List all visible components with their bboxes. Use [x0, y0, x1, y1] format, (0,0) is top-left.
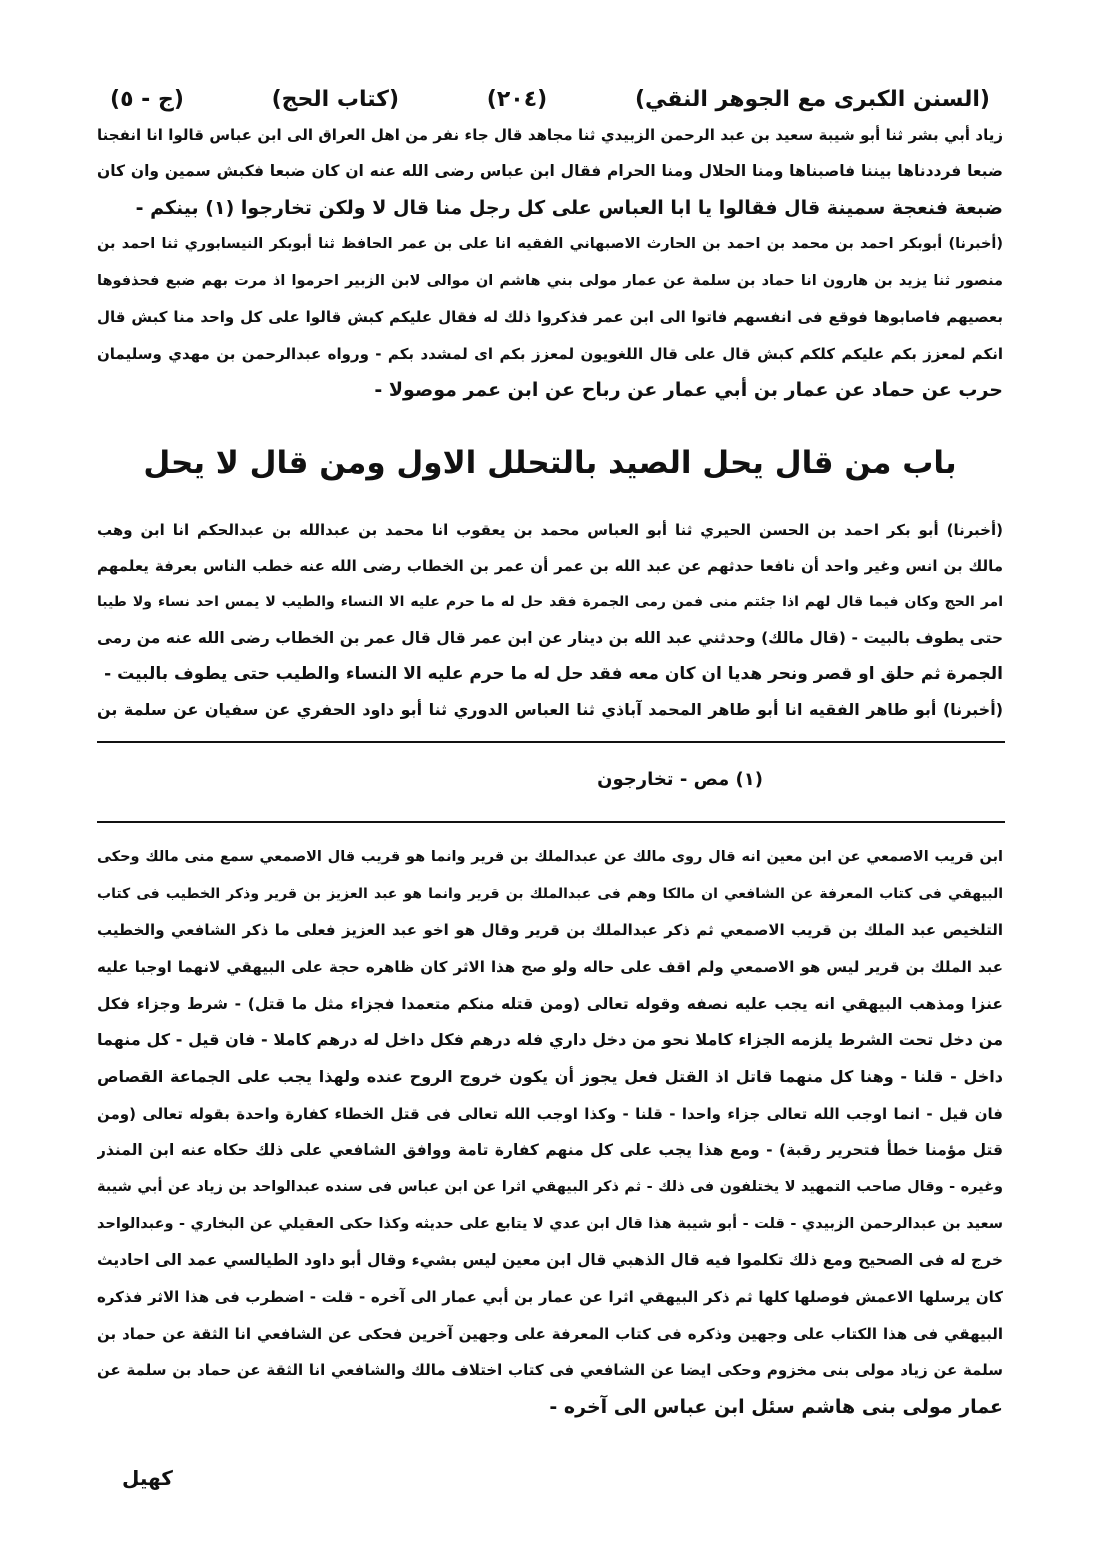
volume-number: (ج - ٥) — [110, 86, 184, 112]
footnote: (١) مص - تخارجون — [597, 769, 763, 790]
text-line: (أخبرنا) أبو بكر احمد بن الحسن الحيري ثنا أبو العباس محمد بن يعقوب انا محمد بن عبدالله بن عبدالحكم انا ابن وهب — [97, 521, 1003, 539]
commentary-line: داخل - قلنا - وهنا كل منهما قاتل اذ القتل فعل يجوز أن يكون خروج الروح عنده ولهذا يجب على الجماعة القصاص — [97, 1067, 1003, 1086]
footnote-divider — [97, 741, 1005, 743]
text-line: منصور ثنا يزيد بن هارون انا حماد بن سلمة عن عمار مولى بني هاشم ان موالى لابن الزبير احرموا اذ مرت بهم ضبع فحذفوها — [97, 273, 1003, 289]
commentary-line: قتل مؤمنا خطأ فتحرير رقبة) - ومع هذا يجب على كل منهم كفارة تامة ووافق الشافعي على ذلك حكاه عنه ابن المنذر — [97, 1141, 1003, 1159]
commentary-line: سعيد بن عبدالرحمن الزبيدي - قلت - أبو شيبة هذا قال ابن عدي لا يتابع على حديثه وكذا حكى العقيلي عن البخاري - وعبدالواحد — [97, 1216, 1003, 1232]
commentary-divider — [97, 821, 1005, 823]
text-line: مالك بن انس وغير واحد أن نافعا حدثهم عن عبد الله بن عمر أن عمر بن الخطاب رضى الله عنه خطب الناس بعرفة يعلمهم — [97, 557, 1003, 575]
text-line: (أخبرنا) أبو طاهر الفقيه انا أبو طاهر المحمد آباذي ثنا العباس الدوري ثنا أبو داود الحفري عن سفيان عن سلمة بن — [97, 700, 1003, 719]
text-line: ضبعا فرددناها بيننا فاصبناها ومنا الحلال ومنا الحرام فقال ابن عباس رضى الله عنه ان كان ضبعا فكبش سمين وان كان — [97, 162, 1003, 180]
commentary-line: عنزا ومذهب البيهقي انه يجب عليه نصفه وقوله تعالى (ومن قتله منكم متعمدا فجزاء مثل ما قتل) - شرط وجزاء فكل — [97, 995, 1003, 1013]
book-title: (السنن الكبرى مع الجوهر النقي) — [634, 86, 990, 112]
page-number: (٢٠٤) — [486, 86, 548, 112]
text-line: (أخبرنا) أبوبكر احمد بن محمد بن احمد بن الحارث الاصبهاني الفقيه انا على بن عمر الحافظ ثنا أبوبكر النيسابوري ثنا احمد بن — [97, 236, 1003, 252]
text-line: امر الحج وكان فيما قال لهم اذا جئتم منى فمن رمى الجمرة فقد حل له ما حرم عليه الا النساء والطيب لا يمس احد نساء ولا طيبا — [97, 594, 1003, 610]
commentary-line: عبد الملك بن قرير ليس هو الاصمعي ولم اقف على حاله ولو صح هذا الاثر كان ظاهره حجة على البيهقي لانهما اوجبا عليه — [97, 958, 1003, 976]
text-line: بعصيهم فاصابوها فوقع فى انفسهم فاتوا الى ابن عمر فذكروا ذلك له فقال عليكم كبش قالوا على كل واحد منا كبش قال — [97, 308, 1003, 326]
chapter-title: (كتاب الحج) — [271, 86, 400, 112]
text-line: ضبعة فنعجة سمينة قال فقالوا يا ابا العباس على كل رجل منا قال لا ولكن تخارجوا (١) بينكم - — [135, 197, 1003, 219]
commentary-line: البيهقي فى كتاب المعرفة عن الشافعي ان مالكا وهم فى عبدالملك بن قرير وانما هو عبد العزيز بن قرير وذكر الخطيب فى كتاب — [97, 886, 1003, 902]
text-line: الجمرة ثم حلق او قصر ونحر هديا ان كان معه فقد حل له ما حرم عليه الا النساء والطيب حتى يطوف بالبيت - — [104, 664, 1003, 684]
commentary-line: فان قيل - انما اوجب الله تعالى جزاء واحدا - قلنا - وكذا اوجب الله تعالى فى قتل الخطاء كفارة واحدة بقوله تعالى (ومن — [97, 1105, 1003, 1123]
text-line: زياد أبي بشر ثنا أبو شيبة سعيد بن عبد الرحمن الزبيدي ثنا مجاهد قال جاء نفر من اهل العراق الى ابن عباس قالوا انا انفجنا — [97, 126, 1003, 144]
commentary-line: ابن قريب الاصمعي عن ابن معين انه قال روى مالك عن عبدالملك بن قرير وانما هو قريب قال الاصمعي سمع منى مالك وحكى — [97, 849, 1003, 865]
chapter-heading: باب من قال يحل الصيد بالتحلل الاول ومن قال لا يحل — [143, 445, 957, 481]
commentary-line: خرج له فى الصحيح ومع ذلك تكلموا فيه قال الذهبي قال ابن معين ليس بشيء وقال أبو داود الطيالسي عمد الى احاديث — [97, 1251, 1003, 1269]
commentary-line: وغيره - وقال صاحب التمهيد لا يختلفون فى ذلك - ثم ذكر البيهقي اثرا عن ابن عباس فى سنده عبدالواحد بن زياد عن أبي شيبة — [97, 1179, 1003, 1195]
commentary-line: من دخل تحت الشرط يلزمه الجزاء كاملا نحو من دخل داري فله درهم فكل داخل له درهم كاملا - فان قيل - كل منهما — [97, 1030, 1003, 1049]
commentary-line: البيهقي فى هذا الكتاب على وجهين وذكره فى كتاب المعرفة على وجهين آخرين فحكى عن الشافعي انا الثقة عن حماد بن — [97, 1325, 1003, 1343]
running-header — [110, 82, 990, 116]
commentary-line: كان يرسلها الاعمش فوصلها كلها ثم ذكر البيهقي اثرا عن عمار بن أبي عمار الى آخره - قلت - اضطرب فى هذا الاثر فذكره — [97, 1288, 1003, 1306]
commentary-line: عمار مولى بنى هاشم سئل ابن عباس الى آخره - — [549, 1396, 1003, 1418]
text-line: انكم لمعزز بكم عليكم كلكم كبش قال على قال اللغويون لمعزز بكم اى لمشدد بكم - ورواه عبدالرحمن بن مهدي وسليمان — [97, 345, 1003, 363]
text-line: حرب عن حماد عن عمار بن أبي عمار عن رباح عن ابن عمر موصولا - — [374, 379, 1003, 401]
catchword: كهيل — [122, 1466, 173, 1490]
commentary-line: التلخيص عبد الملك بن قريب الاصمعي ثم ذكر عبدالملك بن قرير وقال هو اخو عبد العزيز فعلى ما ذكر الشافعي والخطيب — [97, 921, 1003, 939]
commentary-line: سلمة عن زياد مولى بنى مخزوم وحكى ايضا عن الشافعي فى كتاب اختلاف مالك والشافعي انا الثقة عن حماد بن سلمة عن — [97, 1361, 1003, 1379]
text-line: حتى يطوف بالبيت - (قال مالك) وحدثني عبد الله بن دينار عن ابن عمر قال قال عمر بن الخطاب رضى الله عنه من رمى — [97, 629, 1003, 647]
